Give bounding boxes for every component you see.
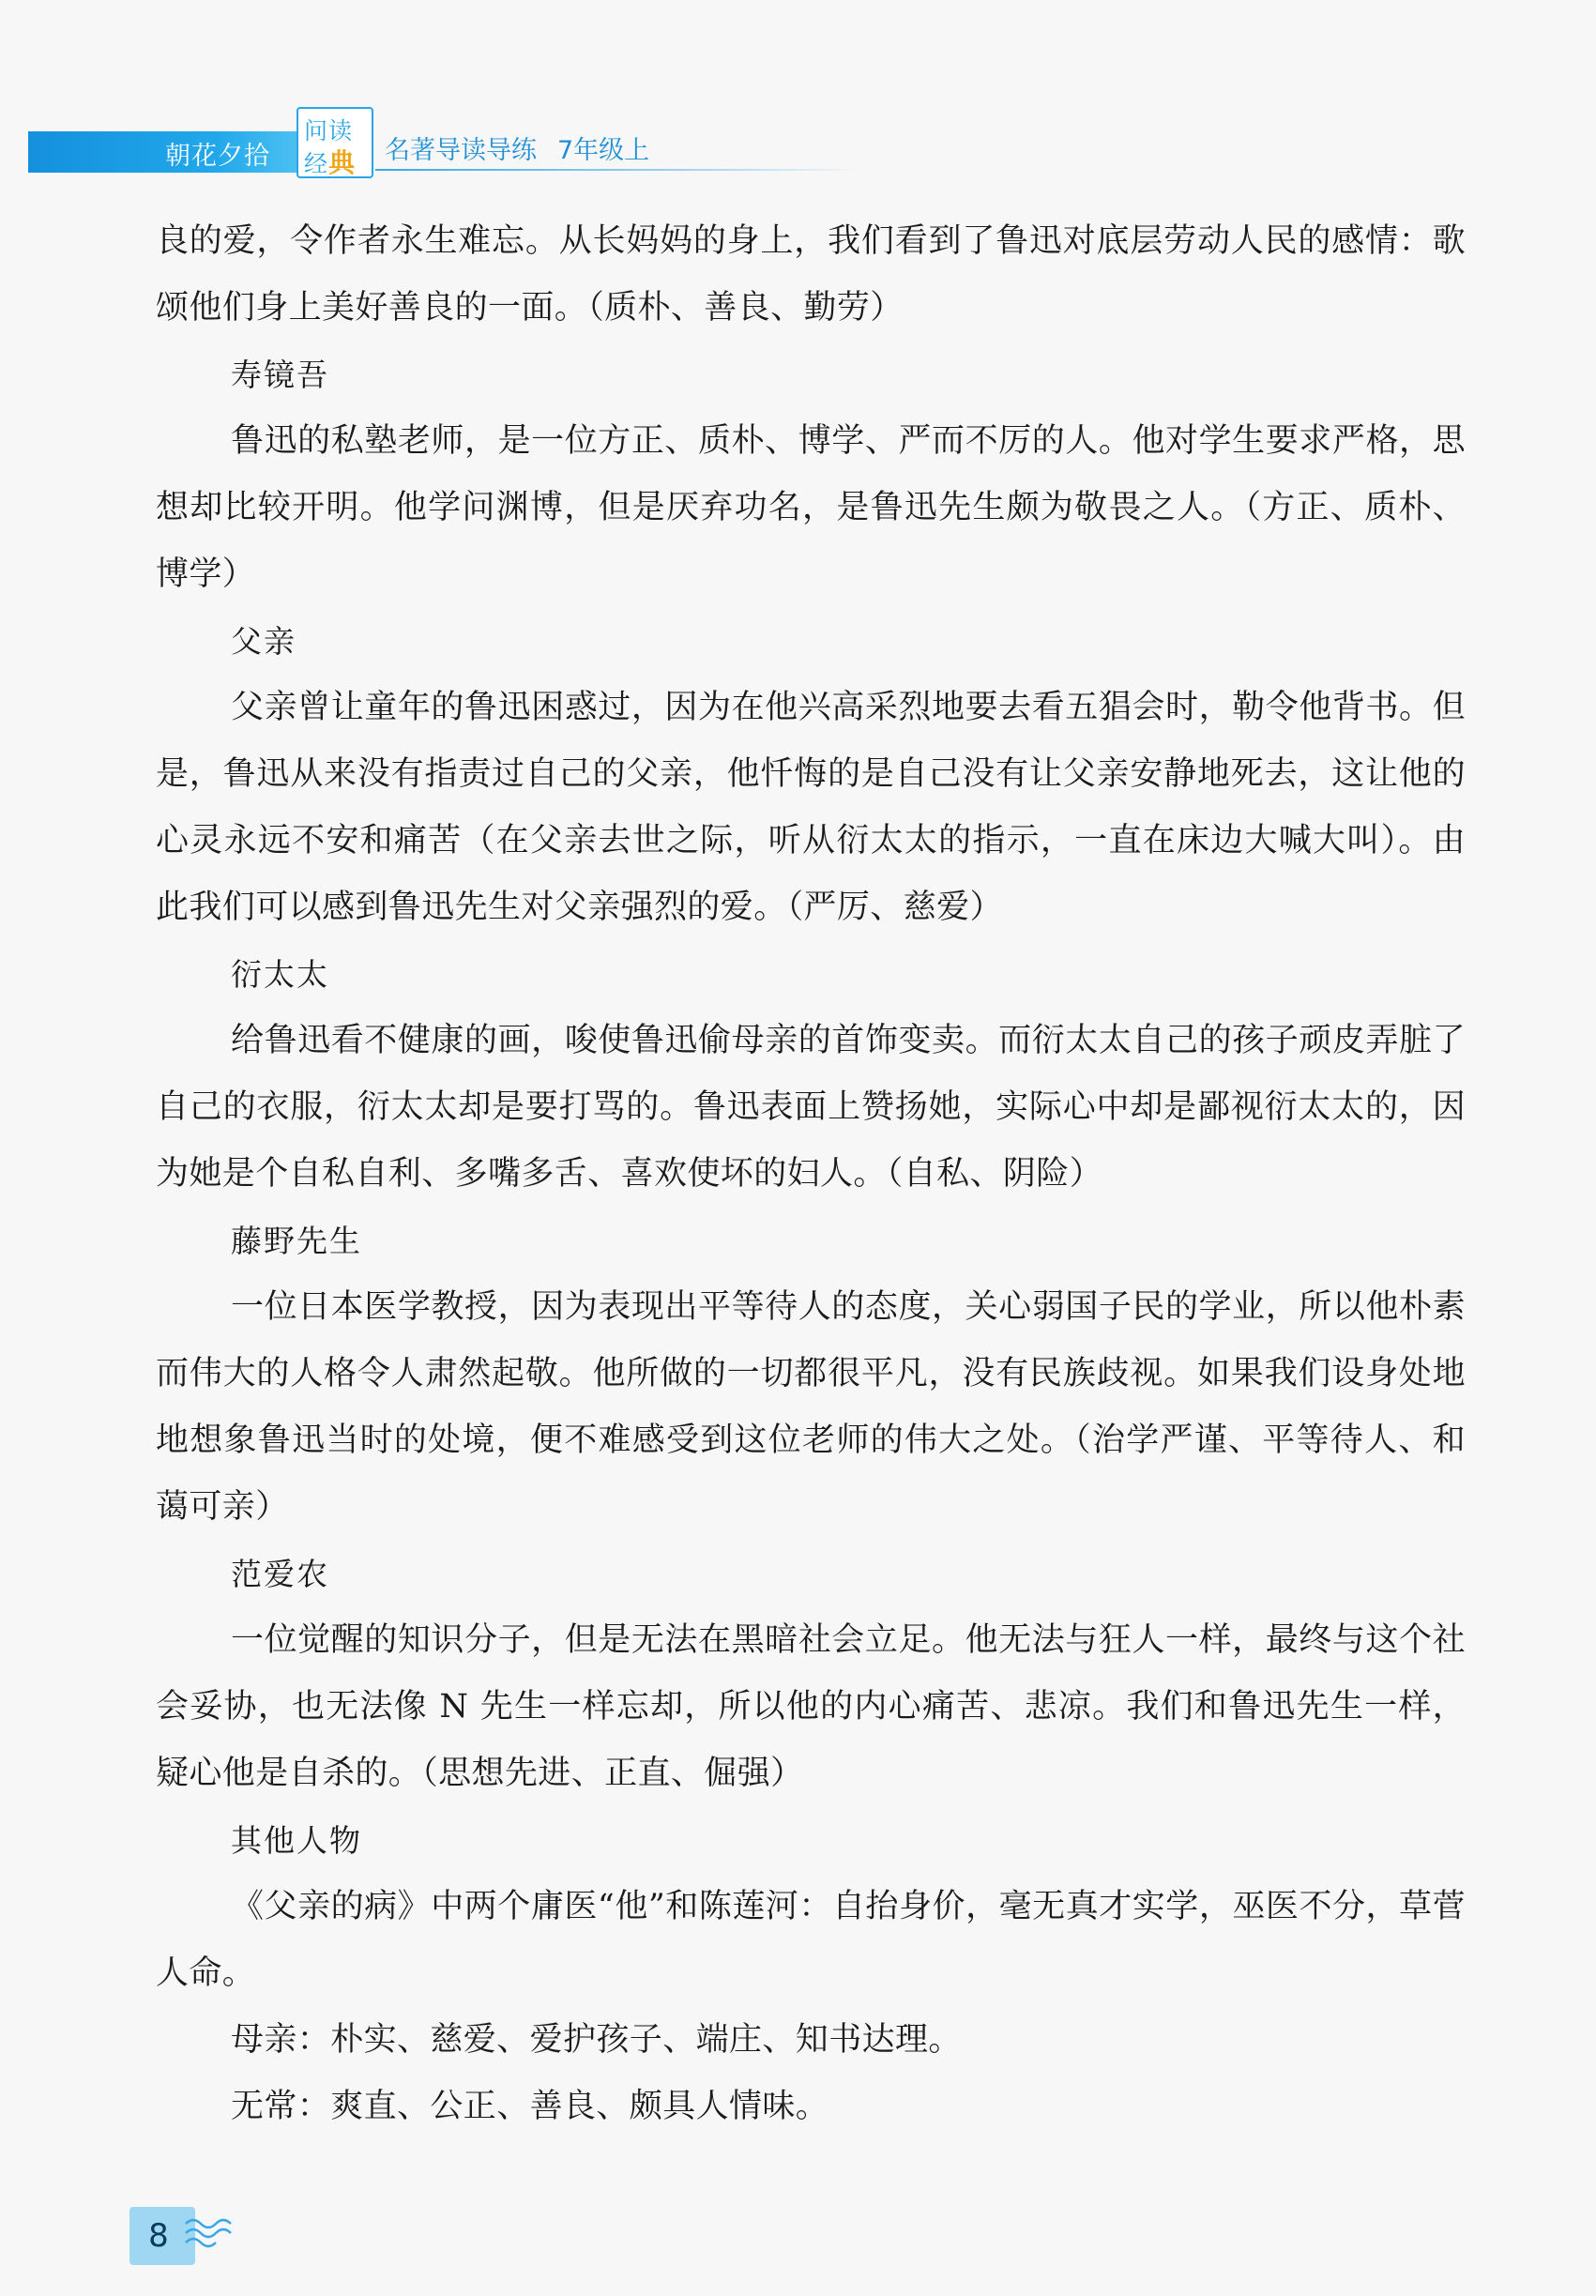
logo-text-bottom <box>304 143 356 180</box>
book-title: 朝花夕拾 <box>165 142 270 171</box>
wave-decoration-icon <box>184 2211 240 2252</box>
page-number: 8 <box>148 2217 169 2255</box>
page-header <box>28 101 1567 176</box>
logo-text-jing: 经 <box>304 150 329 177</box>
header-underline <box>375 169 863 171</box>
page-content <box>156 208 1466 2140</box>
logo-text-top: 问读 <box>304 117 354 144</box>
character-heading: 范爱农 <box>231 1556 329 1592</box>
intro-paragraph: 良的爱，令作者永生难忘。从长妈妈的身上，我们看到了鲁迅对底层劳动人民的感情：歌颂他们身上美好善良的一面。（质朴、善良、勤劳） <box>156 222 1466 327</box>
character-description: 一位觉醒的知识分子，但是无法在黑暗社会立足。他无法与狂人一样，最终与这个社会妥协，也无法像 N 先生一样忘却，所以他的内心痛苦、悲凉。我们和鲁迅先生一样，疑心他是自杀的。（思想先进、正直、倔强） <box>156 1621 1466 1792</box>
character-heading: 父亲 <box>231 623 296 660</box>
character-description: 一位日本医学教授，因为表现出平等待人的态度，关心弱国子民的学业，所以他朴素而伟大的人格令人肃然起敬。他所做的一切都很平凡，没有民族歧视。如果我们设身处地地想象鲁迅当时的处境，便不难感受到这位老师的伟大之处。（治学严谨、平等待人、和蔼可亲） <box>156 1288 1466 1526</box>
character-heading: 衍太太 <box>231 956 329 993</box>
grade-label: 7年级上 <box>557 136 650 165</box>
character-heading: 其他人物 <box>231 1822 362 1859</box>
character-description: 《父亲的病》中两个庸医“他”和陈莲河：自抬身价，毫无真才实学，巫医不分，草菅人命。 <box>156 1888 1466 1992</box>
extra-character-line: 无常：爽直、公正、善良、颇具人情味。 <box>231 2088 829 2125</box>
subtitle-text: 名著导读导练 <box>385 136 537 165</box>
extra-character-line: 母亲：朴实、慈爱、爱护孩子、端庄、知书达理。 <box>231 2021 962 2059</box>
series-subtitle <box>385 129 649 166</box>
character-heading: 寿镜吾 <box>231 357 329 393</box>
character-description: 父亲曾让童年的鲁迅困惑过，因为在他兴高采烈地要去看五猖会时，勒令他背书。但是，鲁迅从来没有指责过自己的父亲，他忏悔的是自己没有让父亲安静地死去，这让他的心灵永远不安和痛苦（在父亲去世之际，听从衍太太的指示，一直在床边大喊大叫）。由此我们可以感到鲁迅先生对父亲强烈的爱。（严厉、慈爱） <box>156 689 1466 926</box>
character-description: 鲁迅的私塾老师，是一位方正、质朴、博学、严而不厉的人。他对学生要求严格，思想却比较开明。他学问渊博，但是厌弃功名，是鲁迅先生颇为敬畏之人。（方正、质朴、博学） <box>156 422 1466 593</box>
header-title-bar <box>28 131 298 173</box>
logo-text-dian: 典 <box>328 147 357 178</box>
character-heading: 藤野先生 <box>231 1223 362 1259</box>
character-description: 给鲁迅看不健康的画，唆使鲁迅偷母亲的首饰变卖。而衍太太自己的孩子顽皮弄脏了自己的衣服，衍太太却是要打骂的。鲁迅表面上赞扬她，实际心中却是鄙视衍太太的，因为她是个自私自利、多嘴多舌、喜欢使坏的妇人。（自私、阴险） <box>156 1022 1466 1193</box>
series-logo <box>296 107 373 178</box>
